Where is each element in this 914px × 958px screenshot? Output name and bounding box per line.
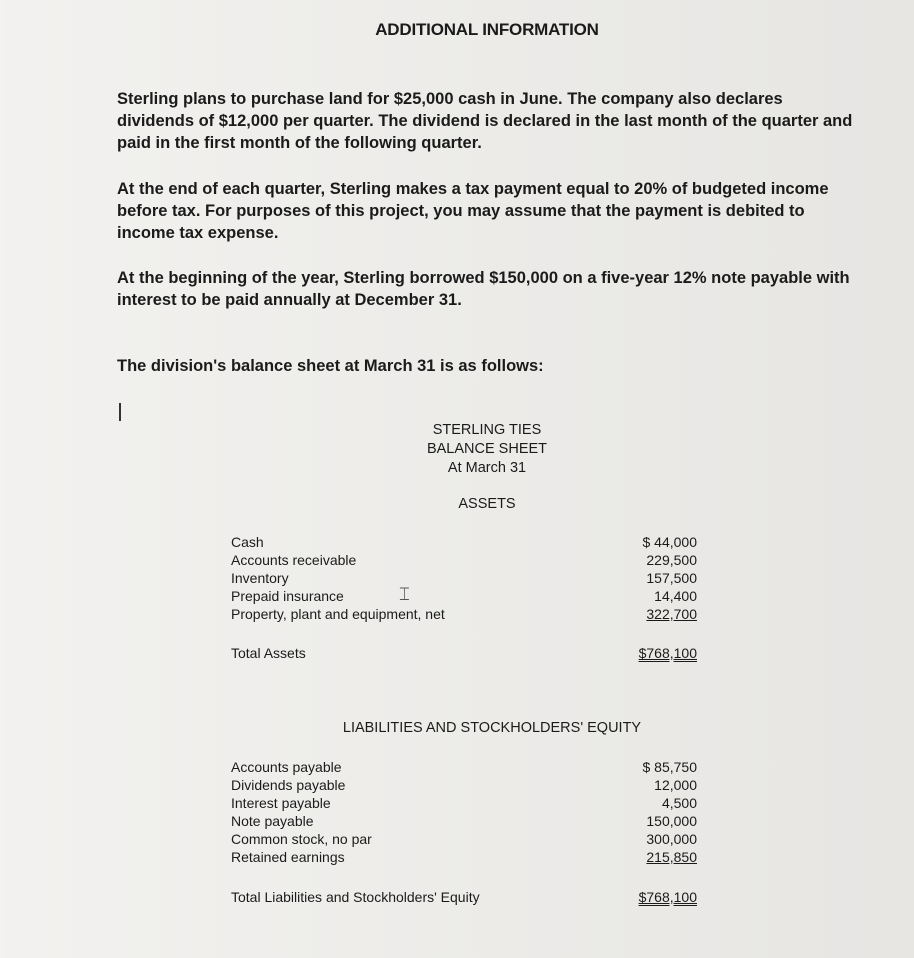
row-label: Dividends payable	[231, 777, 346, 793]
row-value: $ 44,000	[642, 534, 697, 550]
assets-header: ASSETS	[458, 496, 516, 512]
sheet-title: BALANCE SHEET	[426, 441, 548, 457]
row-value: $ 85,750	[642, 759, 697, 775]
assets-total-row	[231, 645, 697, 661]
total-label: Total Assets	[231, 645, 306, 661]
table-row	[231, 551, 697, 569]
total-label: Total Liabilities and Stockholders' Equity	[231, 889, 480, 905]
paragraph-land-dividends: Sterling plans to purchase land for $25,000 cash in June. The company also declares dividends of $12,000 per quarter. The dividend is declared in the last month of the quarter and paid in the first month of the following quarter.	[117, 90, 853, 152]
table-row	[231, 605, 697, 623]
table-row	[231, 776, 697, 794]
row-label: Prepaid insurance	[231, 588, 344, 604]
row-label: Retained earnings	[231, 849, 345, 865]
table-row	[231, 794, 697, 812]
balance-sheet-intro: The division's balance sheet at March 31 is as follows:	[117, 357, 544, 375]
paragraph-note-payable: At the beginning of the year, Sterling borrowed $150,000 on a five-year 12% note payable with interest to be paid annually at December 31.	[117, 269, 850, 309]
sheet-date: At March 31	[447, 460, 527, 476]
row-label: Note payable	[231, 813, 314, 829]
total-value: $768,100	[638, 889, 697, 905]
table-row	[231, 848, 697, 866]
table-row	[231, 830, 697, 848]
row-label: Inventory	[231, 570, 289, 586]
row-value: 215,850	[646, 849, 697, 865]
row-value: 4,500	[661, 795, 697, 811]
row-value: 300,000	[646, 831, 697, 847]
liabilities-header: LIABILITIES AND STOCKHOLDERS' EQUITY	[342, 720, 642, 736]
paragraph-tax-payment: At the end of each quarter, Sterling makes a tax payment equal to 20% of budgeted income before tax. For purposes of this project, you may assume that the payment is debited to income tax expense.	[117, 180, 829, 242]
page-heading: ADDITIONAL INFORMATION	[375, 20, 599, 39]
total-value: $768,100	[638, 645, 697, 661]
sheet-company: STERLING TIES	[432, 422, 542, 438]
row-label: Accounts payable	[231, 759, 342, 775]
row-label: Common stock, no par	[231, 831, 372, 847]
table-row	[231, 584, 697, 605]
row-label: Accounts receivable	[231, 552, 357, 568]
table-row	[231, 758, 697, 776]
row-value: 229,500	[646, 552, 697, 568]
row-value: 12,000	[654, 777, 697, 793]
row-value: 322,700	[646, 606, 697, 622]
row-label: Property, plant and equipment, net	[231, 606, 445, 622]
row-value: 150,000	[646, 813, 697, 829]
assets-table	[231, 533, 697, 623]
row-label: Interest payable	[231, 795, 331, 811]
row-label: Cash	[231, 534, 264, 550]
text-caret	[119, 403, 121, 421]
table-row	[231, 569, 697, 587]
table-row	[231, 812, 697, 830]
row-value: 157,500	[646, 570, 697, 586]
liabilities-table	[231, 758, 697, 866]
text-cursor-icon: ⌶	[399, 584, 410, 604]
liabilities-total-row	[231, 889, 697, 905]
row-value: 14,400	[654, 588, 697, 604]
table-row	[231, 533, 697, 551]
